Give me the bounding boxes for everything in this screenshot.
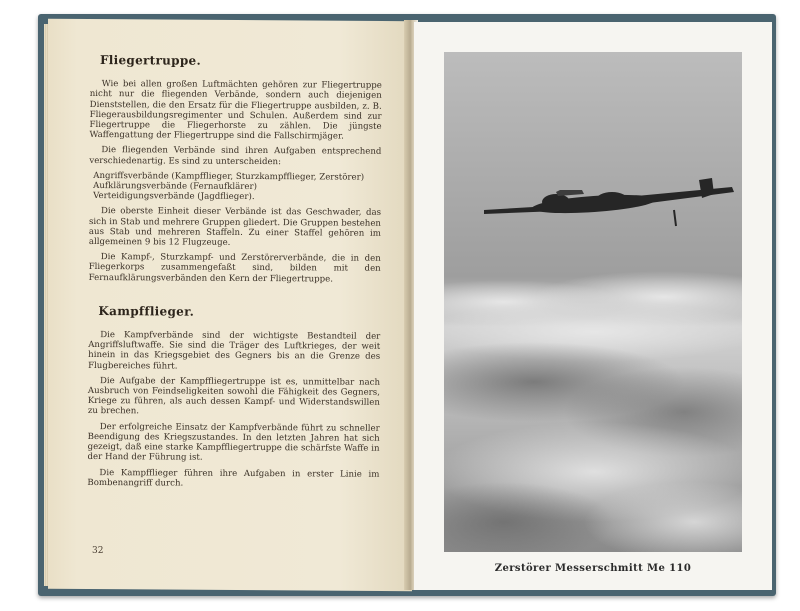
paragraph: Die fliegenden Verbände sind ihren Aufgaben entsprechend verschiedenartig. Es sind zu unterscheiden: bbox=[89, 145, 382, 167]
paragraph: Die Kampf-, Sturzkampf- und Zerstörerverbände, die in den Fliegerkorps zusammengefaßt sind, bilden mit den Fernaufklärungsverbänden den Kern der Fliegertruppe. bbox=[88, 252, 381, 285]
left-page-text bbox=[87, 55, 382, 495]
paragraph: Der erfolgreiche Einsatz der Kampfverbände führt zu schneller Beendigung des Kriegszustandes. In den letzten Jahren hat sich gezeigt, daß eine starke Kampffliegertruppe die schärfste Waffe in der Hand der Führung ist. bbox=[87, 421, 380, 463]
list-item: Aufklärungsverbände (Fernaufklärer) bbox=[93, 181, 257, 193]
paragraph: Die Kampfflieger führen ihre Aufgaben in erster Linie im Bombenangriff durch. bbox=[87, 467, 380, 489]
list-item: Verteidigungsverbände (Jagdflieger). bbox=[93, 191, 255, 203]
aircraft-photo bbox=[444, 52, 742, 552]
paragraph: Die Aufgabe der Kampffliegertruppe ist es, unmittelbar nach Ausbruch von Feindseligkeiten sowohl die Fähigkeit des Gegners, Kriege zu führen, als auch dessen Kampf- und Widerstandswillen zu brechen. bbox=[87, 375, 381, 417]
section-heading: Fliegertruppe. bbox=[99, 53, 202, 68]
unit-list bbox=[89, 171, 381, 203]
page-number: 32 bbox=[92, 546, 104, 556]
photo-caption: Zerstörer Messerschmitt Me 110 bbox=[494, 563, 692, 574]
photo-scene bbox=[444, 52, 742, 552]
section-heading: Kampfflieger. bbox=[98, 303, 195, 319]
paragraph: Die oberste Einheit dieser Verbände ist das Geschwader, das sich in Stab und mehrere Gruppen gliedert. Die Gruppen bestehen aus Stab und mehreren Staffeln. Zu einer Staffel gehören im allgemeinen 9 bis 12 Flugzeuge. bbox=[88, 206, 382, 248]
paragraph: Die Kampfverbände sind der wichtigste Bestandteil der Angriffsluftwaffe. Sie sind die Träger des Luftkrieges, der weit hinein in das Kriegsgebiet des Gegners bis an die Grenze des Flugbereiches führt. bbox=[88, 330, 381, 372]
paragraph: Wie bei allen großen Luftmächten gehören zur Fliegertruppe nicht nur die fliegenden Verbände, sondern auch diejenigen Dienststellen, die den Ersatz für die Fliegertruppe ausbilden, z. B. Fliegerausbildungsregimenter und Schulen. Außerdem sind zur Fliegertruppe die Fliegerhorste zu zählen. Die jüngste Waffengattung der Fliegertruppe sind die Fallschirmjäger. bbox=[89, 79, 382, 142]
list-item: Angriffsverbände (Kampfflieger, Sturzkampfflieger, Zerstörer) bbox=[93, 170, 365, 183]
